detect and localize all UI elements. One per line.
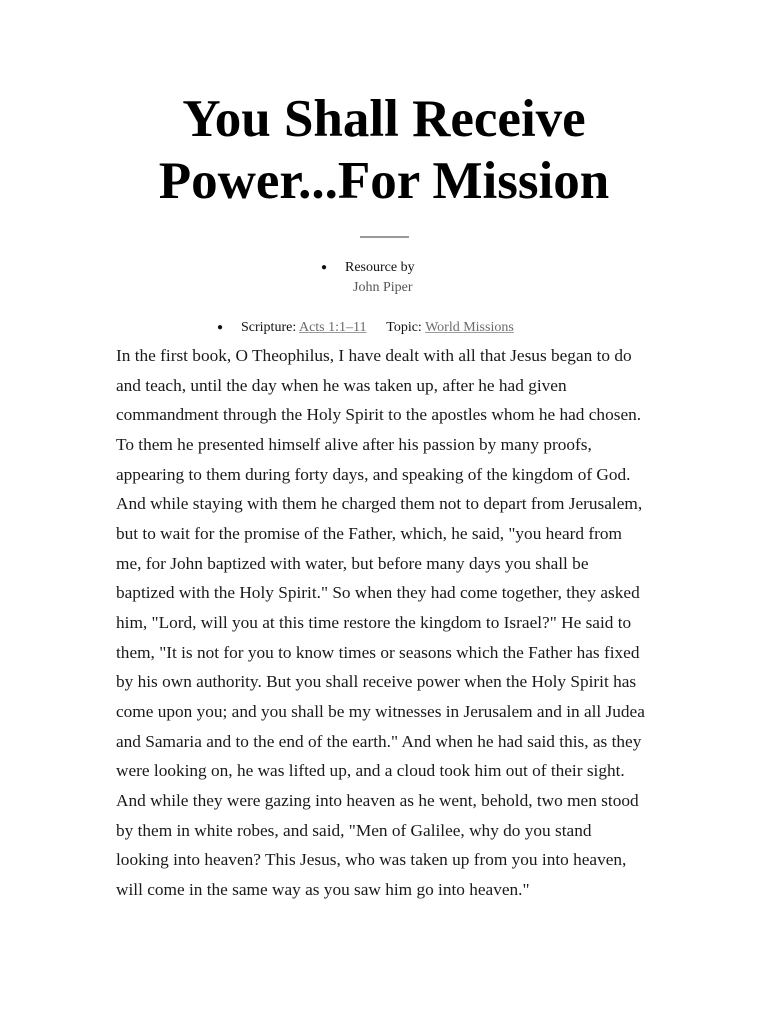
scripture-item <box>217 318 514 337</box>
passage-line: and teach, until the day when he was taken up, after he had given <box>116 375 567 395</box>
bullet-icon: ● <box>321 262 328 273</box>
title-divider <box>360 236 409 238</box>
passage-line: commandment through the Holy Spirit to the apostles whom he had chosen. <box>116 405 642 425</box>
passage-line: by them in white robes, and said, "Men of Galilee, why do you stand <box>116 820 592 840</box>
passage-line: were looking on, he was lifted up, and a cloud took him out of their sight. <box>116 761 625 781</box>
passage-line: will come in the same way as you saw him go into heaven." <box>116 879 530 899</box>
scripture-label: Scripture: <box>241 320 297 335</box>
passage-line: by his own authority. But you shall receive power when the Holy Spirit has <box>116 672 637 692</box>
resource-list <box>321 258 415 297</box>
scripture-list <box>217 318 514 337</box>
passage-line: And while staying with them he charged them not to depart from Jerusalem, <box>116 494 643 514</box>
scripture-reference-link[interactable]: Acts 1:1–11 <box>298 320 367 335</box>
scripture-passage <box>116 341 661 904</box>
passage-line: In the first book, O Theophilus, I have dealt with all that Jesus began to do <box>116 346 632 365</box>
bullet-icon: ● <box>217 322 224 333</box>
resource-item <box>321 258 415 297</box>
passage-line: but to wait for the promise of the Father, which, he said, "you heard from <box>116 523 622 543</box>
passage-line: and Samaria and to the end of the earth." And when he had said this, as they <box>116 731 642 751</box>
topic-label: Topic: <box>386 320 422 335</box>
resource-label: Resource by <box>345 260 415 275</box>
title-line: You Shall Receive <box>182 90 586 148</box>
passage-line: come upon you; and you shall be my witnesses in Jerusalem and in all Judea <box>116 701 645 721</box>
passage-line: appearing to them during forty days, and speaking of the kingdom of God. <box>116 464 631 484</box>
resource-author: John Piper <box>353 280 413 295</box>
passage-line: And while they were gazing into heaven as he went, behold, two men stood <box>116 790 639 810</box>
passage-line: To them he presented himself alive after his passion by many proofs, <box>116 434 592 454</box>
passage-line: looking into heaven? This Jesus, who was taken up from you into heaven, <box>116 850 627 870</box>
passage-line: me, for John baptized with water, but before many days you shall be <box>116 553 589 573</box>
topic-link[interactable]: World Missions <box>425 320 514 335</box>
passage-line: him, "Lord, will you at this time restore the kingdom to Israel?" He said to <box>116 612 632 632</box>
passage-line: baptized with the Holy Spirit." So when they had come together, they asked <box>116 583 640 603</box>
passage-line: them, "It is not for you to know times or seasons which the Father has fixed <box>116 642 640 662</box>
title-line: Power...For Mission <box>158 152 610 210</box>
page-title <box>0 88 768 212</box>
